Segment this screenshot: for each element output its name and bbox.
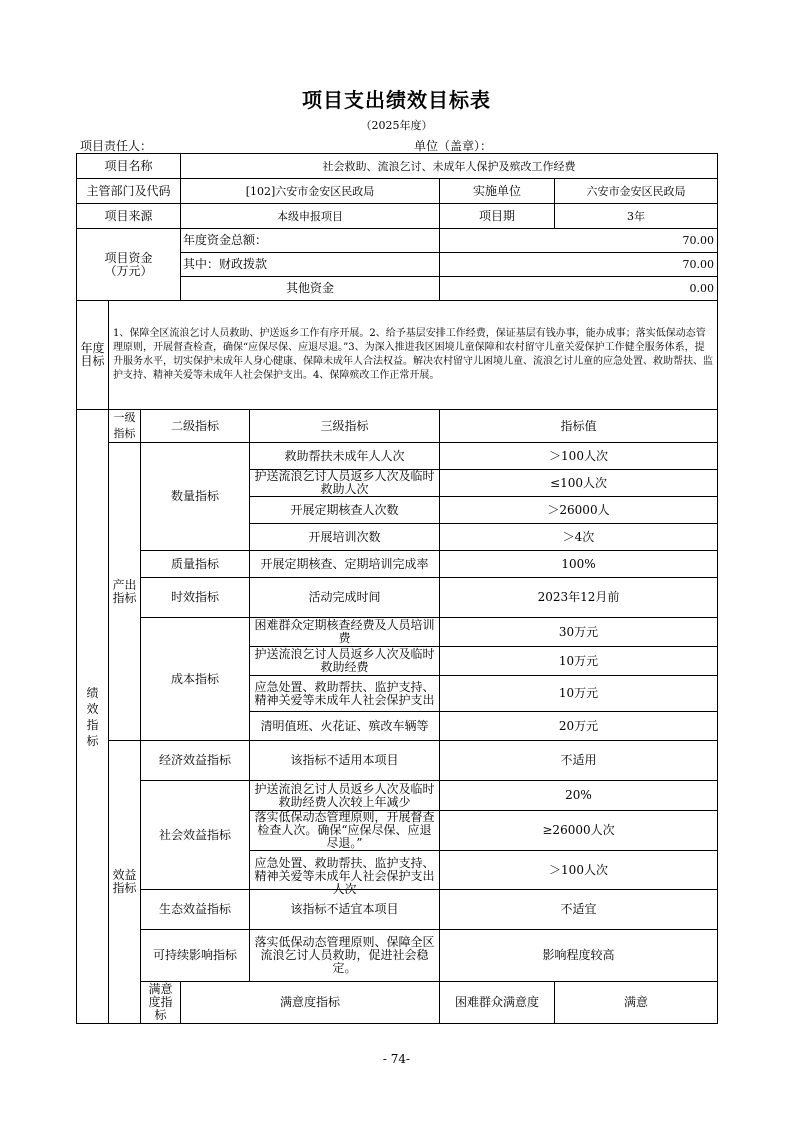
cost-name-3: 清明值班、火花证、殡改车辆等	[250, 712, 440, 741]
goal-label-line1: 年度	[80, 341, 105, 355]
cost-name-0: 困难群众定期核查经费及人员培训费	[254, 618, 435, 645]
header-value: 指标值	[440, 410, 718, 443]
funds-fiscal-value: 70.00	[440, 253, 718, 277]
project-name: 社会救助、流浪乞讨、未成年人保护及殡改工作经费	[181, 154, 718, 179]
period-value: 3年	[555, 204, 718, 229]
social-value-1: ≥26000人次	[440, 811, 718, 851]
social-label: 社会效益指标	[141, 781, 250, 890]
source-value: 本级申报项目	[181, 204, 440, 229]
satisfaction-l1	[141, 982, 181, 1024]
project-name-label: 项目名称	[77, 154, 181, 179]
cost-value-2: 10万元	[440, 676, 718, 712]
header-level1	[109, 410, 141, 443]
satisfaction-label: 满意度指标	[181, 982, 440, 1024]
sustain-value: 影响程度较高	[440, 930, 718, 982]
sustain-name: 落实低保动态管理原则、保障全区流浪乞讨人员救助，促进社会稳定。	[250, 930, 440, 982]
page-title: 项目支出绩效目标表	[302, 88, 491, 112]
social-name-1: 落实低保动态管理原则，开展督查检查人次。确保“应保尽保、应退尽退。”	[254, 810, 435, 850]
output-label-text: 产出指标	[112, 577, 137, 605]
funds-label	[77, 229, 181, 301]
eco-value: 不适宜	[440, 890, 718, 930]
performance-table	[76, 153, 718, 1024]
social-name-0: 护送流浪乞讨人员返乡人次及临时救助经费人次较上年减少	[254, 781, 435, 809]
period-label: 项目期	[440, 204, 555, 229]
social-value-0: 20%	[440, 781, 718, 811]
source-label: 项目来源	[77, 204, 181, 229]
funds-total-label: 年度资金总额：	[181, 229, 440, 253]
dept-label: 主管部门及代码	[77, 179, 181, 204]
funds-fiscal-label: 其中：财政拨款	[181, 253, 440, 277]
eco-name: 该指标不适宜本项目	[250, 890, 440, 930]
responsible-label: 项目责任人：	[80, 139, 153, 153]
satisfaction-name: 困难群众满意度	[440, 982, 555, 1024]
time-label: 时效指标	[141, 578, 250, 618]
quantity-name-3: 开展培训次数	[250, 524, 440, 551]
impl-label: 实施单位	[440, 179, 555, 204]
cost-value-0: 30万元	[440, 618, 718, 647]
cost-value-1: 10万元	[440, 647, 718, 676]
quality-value: 100%	[440, 551, 718, 578]
funds-label-line2: （万元）	[104, 263, 153, 278]
social-value-2: ＞100人次	[440, 851, 718, 890]
quantity-value-2: ＞26000人	[440, 497, 718, 524]
benefit-label	[109, 741, 141, 1024]
time-value: 2023年12月前	[440, 578, 718, 618]
funds-total-value: 70.00	[440, 229, 718, 253]
goal-label-line2: 目标	[80, 354, 105, 368]
header-level2: 二级指标	[141, 410, 250, 443]
year-subtitle: （2025年度）	[360, 119, 433, 132]
satisfaction-value: 满意	[555, 982, 718, 1024]
quantity-label: 数量指标	[141, 443, 250, 551]
eco-label: 生态效益指标	[141, 890, 250, 930]
cost-value-3: 20万元	[440, 712, 718, 741]
goal-text: 1、保障全区流浪乞讨人员救助、护送返乡工作有序开展。2、给予基层安排工作经费，保证基层有钱办事，能办成事；落实低保动态管理原则，开展督查检查，确保“应保尽保、应退尽退。”3、为深入推进我区困境儿童保障和农村留守儿童关爱保护工作健全服务体系，提升服务水平，切实保护未成年人身心健康、保障未成年人合法权益。解决农村留守儿困境儿童、流浪乞讨儿童的应急处置、救助帮扶、监护支持、精神关爱等未成年人社会保护支出。4、保障殡改工作正常开展。	[109, 301, 718, 410]
quantity-name-0: 救助帮扶未成年人人次	[250, 443, 440, 470]
header-level1-text: 一级指标	[113, 411, 136, 440]
perf-indicator-label	[77, 410, 109, 1024]
social-name-2: 应急处置、救助帮扶、监护支持、精神关爱等未成年人社会保护支出人次	[254, 856, 435, 896]
quality-label: 质量指标	[141, 551, 250, 578]
goal-label	[77, 301, 109, 410]
quantity-value-0: ＞100人次	[440, 443, 718, 470]
quantity-value-3: ＞4次	[440, 524, 718, 551]
funds-other-label: 其他资金	[181, 277, 440, 301]
header-level3: 三级指标	[250, 410, 440, 443]
cost-name-1: 护送流浪乞讨人员返乡人次及临时救助经费	[254, 647, 435, 674]
economic-label: 经济效益指标	[141, 741, 250, 781]
cost-label: 成本指标	[141, 618, 250, 741]
satisfaction-l1-text: 满意度指标	[148, 981, 173, 1022]
funds-other-value: 0.00	[440, 277, 718, 301]
benefit-label-text: 效益指标	[112, 868, 137, 895]
quality-name: 开展定期核查、定期培训完成率	[250, 551, 440, 578]
sustain-label: 可持续影响指标	[141, 930, 250, 982]
page-number: - 74-	[382, 1052, 411, 1066]
quantity-value-1: ≤100人次	[440, 470, 718, 497]
quantity-name-1: 护送流浪乞讨人员返乡人次及临时救助人次	[254, 469, 435, 496]
economic-name: 该指标不适用本项目	[250, 741, 440, 781]
funds-label-line1: 项目资金	[104, 250, 153, 265]
impl-value: 六安市金安区民政局	[555, 179, 718, 204]
economic-value: 不适用	[440, 741, 718, 781]
time-name: 活动完成时间	[250, 578, 440, 618]
cost-name-2: 应急处置、救助帮扶、监护支持、精神关爱等未成年人社会保护支出	[254, 679, 435, 707]
output-label	[109, 443, 141, 741]
dept-value: [102]六安市金安区民政局	[181, 179, 440, 204]
perf-indicator-text: 绩效指标	[86, 685, 99, 748]
quantity-name-2: 开展定期核查人次数	[250, 497, 440, 524]
unit-label: 单位（盖章）：	[414, 139, 493, 153]
